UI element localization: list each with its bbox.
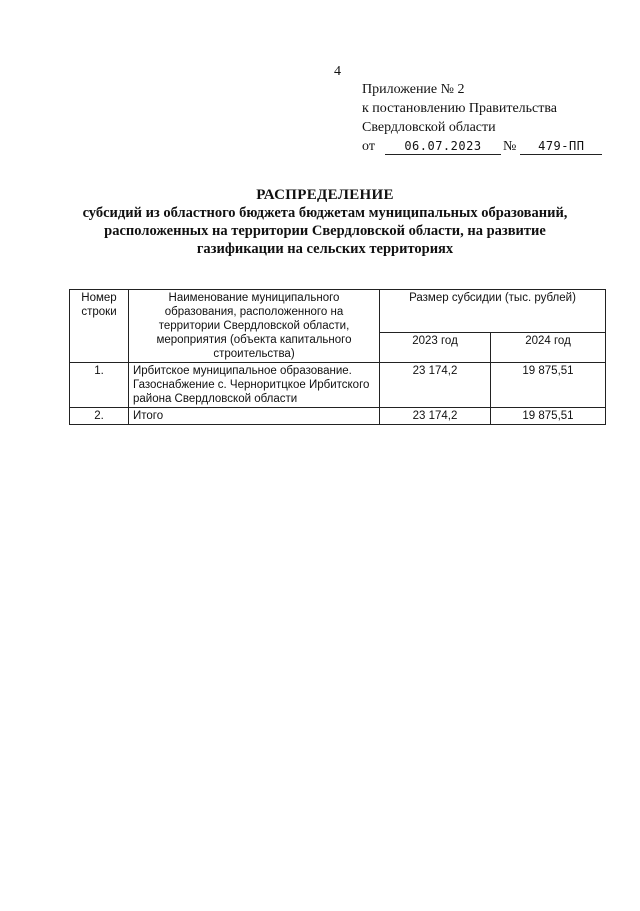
row-number: 1. [70, 363, 129, 408]
appendix-line-2: к постановлению Правительства [362, 101, 558, 116]
number-label: № [502, 139, 517, 154]
header-subsidy-size: Размер субсидии (тыс. рублей) [380, 290, 606, 333]
header-name: Наименование муниципального образования, расположенного на территории Свердловской области, мероприятия (объекта капитального строительства) [129, 290, 380, 363]
header-row-number: Номер строки [70, 290, 129, 363]
appendix-line-3: Свердловской области [362, 120, 496, 135]
from-label: от [362, 139, 375, 154]
heading-subtitle-3: газификации на сельских территориях [196, 241, 454, 257]
appendix-line-1: Приложение № 2 [362, 82, 465, 97]
row-name: Итого [129, 408, 380, 425]
decree-date: 06.07.2023 [385, 138, 501, 155]
table-header-row-1 [70, 290, 606, 333]
row-value-2023: 23 174,2 [380, 408, 491, 425]
appendix-date-row [362, 137, 602, 156]
heading-subtitle-2: расположенных на территории Свердловской области, на развитие [104, 223, 546, 239]
row-value-2024: 19 875,51 [491, 363, 606, 408]
heading-subtitle-1: субсидий из областного бюджета бюджетам муниципальных образований, [82, 205, 568, 221]
appendix-block [362, 80, 602, 156]
document-heading [60, 186, 590, 258]
row-name: Ирбитское муниципальное образование. Газоснабжение с. Черноритцкое Ирбитского района Свердловской области [129, 363, 380, 408]
page-number: 4 [334, 64, 341, 79]
table-row [70, 408, 606, 425]
heading-title: РАСПРЕДЕЛЕНИЕ [256, 187, 394, 203]
row-value-2023: 23 174,2 [380, 363, 491, 408]
header-year-2023: 2023 год [380, 333, 491, 363]
decree-number: 479-ПП [520, 138, 602, 155]
table-row [70, 363, 606, 408]
row-value-2024: 19 875,51 [491, 408, 606, 425]
row-number: 2. [70, 408, 129, 425]
header-year-2024: 2024 год [491, 333, 606, 363]
subsidy-table [69, 289, 606, 425]
